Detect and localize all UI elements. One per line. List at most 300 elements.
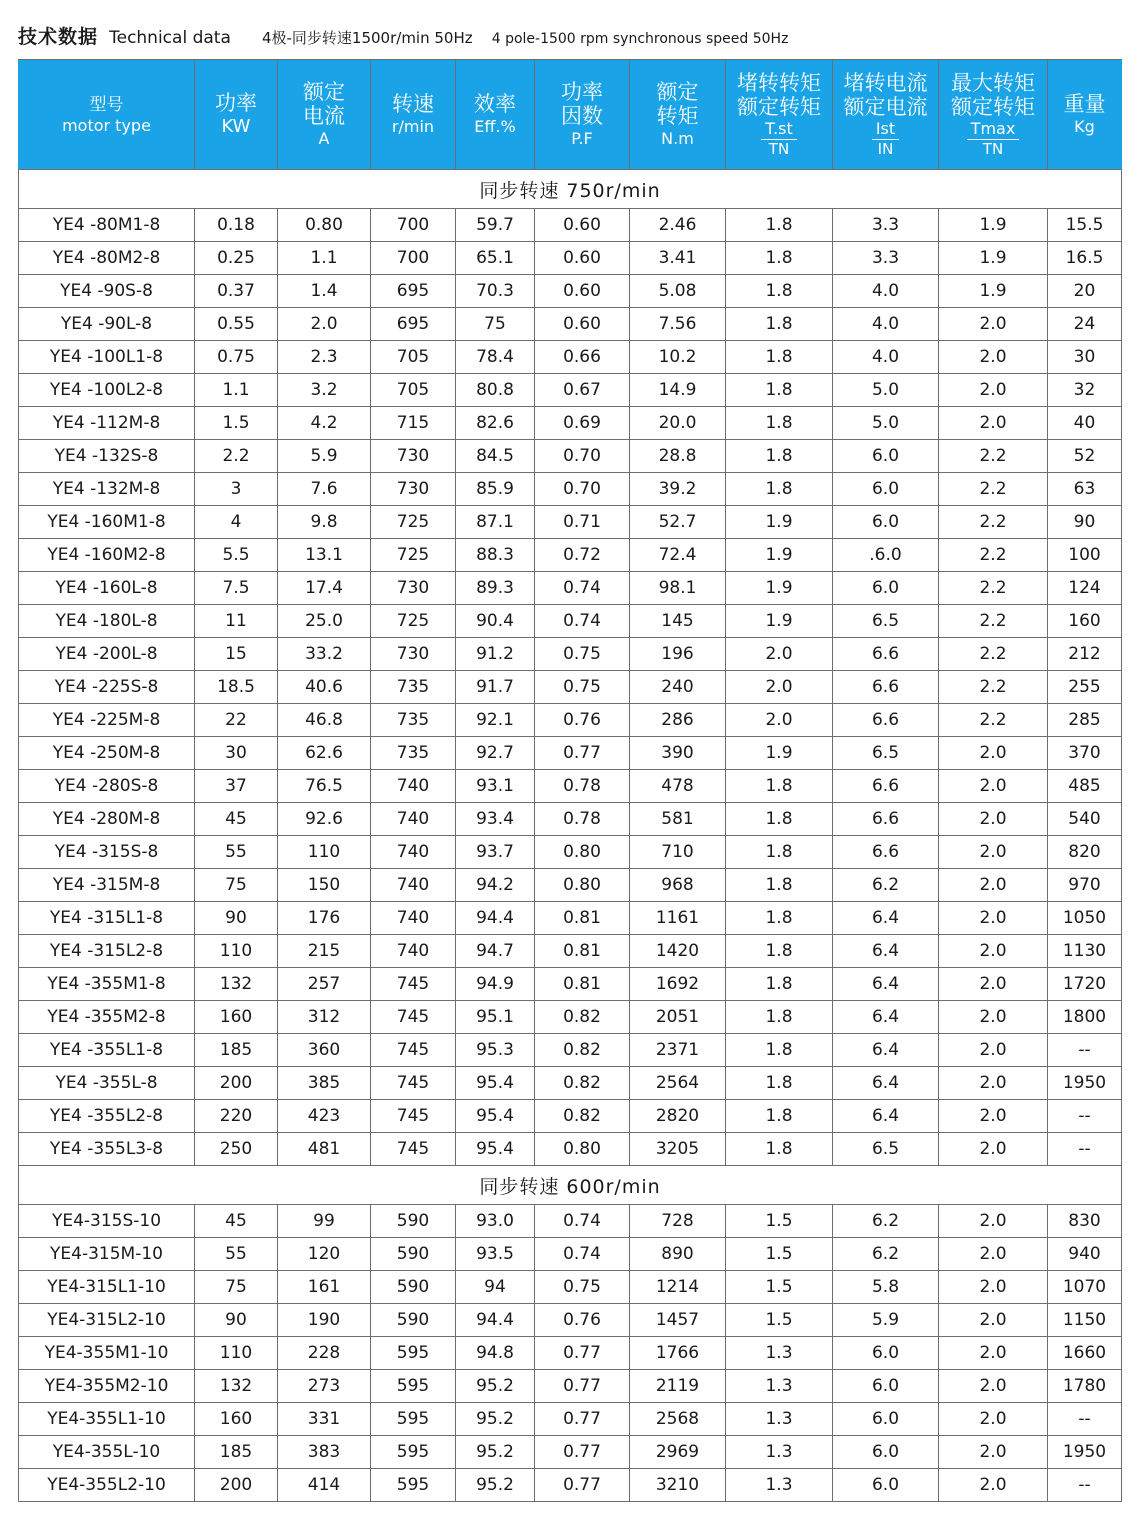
table-cell: 5.9: [278, 440, 371, 473]
table-cell: 55: [195, 836, 278, 869]
table-cell: 0.70: [535, 440, 630, 473]
model-cell: YE4 -315L1-8: [19, 902, 195, 935]
table-cell: 312: [278, 1001, 371, 1034]
table-cell: 78.4: [456, 341, 535, 374]
model-cell: YE4 -80M2-8: [19, 242, 195, 275]
header-pf-cn2: 因数: [561, 104, 603, 129]
table-cell: 6.6: [833, 803, 939, 836]
table-cell: 30: [195, 737, 278, 770]
table-cell: 2.0: [939, 836, 1048, 869]
model-cell: YE4 -160M2-8: [19, 539, 195, 572]
table-cell: 0.77: [535, 1469, 630, 1502]
header-tmax-cn2: 额定转矩: [951, 94, 1035, 119]
table-cell: 17.4: [278, 572, 371, 605]
table-cell: 2.0: [939, 374, 1048, 407]
table-cell: --: [1048, 1034, 1122, 1067]
table-cell: 715: [371, 407, 456, 440]
table-cell: 99: [278, 1205, 371, 1238]
table-cell: 15.5: [1048, 209, 1122, 242]
table-cell: 161: [278, 1271, 371, 1304]
model-cell: YE4 -160M1-8: [19, 506, 195, 539]
table-cell: 0.60: [535, 209, 630, 242]
table-cell: 6.0: [833, 1436, 939, 1469]
model-cell: YE4 -100L2-8: [19, 374, 195, 407]
table-cell: 1.9: [726, 737, 833, 770]
table-cell: 0.78: [535, 803, 630, 836]
table-cell: 2.0: [939, 902, 1048, 935]
table-cell: 4: [195, 506, 278, 539]
table-cell: 110: [195, 1337, 278, 1370]
table-cell: 2.0: [939, 1337, 1048, 1370]
table-cell: 370: [1048, 737, 1122, 770]
section-header-row: [19, 170, 1122, 209]
table-cell: 0.74: [535, 572, 630, 605]
table-cell: 2.3: [278, 341, 371, 374]
header-torque-en: N.m: [661, 129, 694, 149]
table-cell: 0.75: [535, 638, 630, 671]
table-cell: 1420: [630, 935, 726, 968]
table-cell: --: [1048, 1100, 1122, 1133]
model-cell: YE4 -180L-8: [19, 605, 195, 638]
table-cell: 0.18: [195, 209, 278, 242]
table-cell: 84.5: [456, 440, 535, 473]
table-row: [19, 605, 1122, 638]
table-cell: 2.2: [939, 539, 1048, 572]
table-cell: 2.2: [939, 605, 1048, 638]
header-pf-cn1: 功率: [561, 80, 603, 105]
table-cell: 124: [1048, 572, 1122, 605]
table-cell: 18.5: [195, 671, 278, 704]
table-cell: 1.8: [726, 1100, 833, 1133]
table-cell: 93.0: [456, 1205, 535, 1238]
table-cell: 725: [371, 539, 456, 572]
table-cell: 6.4: [833, 1001, 939, 1034]
table-cell: 1.1: [195, 374, 278, 407]
table-row: [19, 1238, 1122, 1271]
table-cell: 95.2: [456, 1436, 535, 1469]
table-cell: 6.2: [833, 869, 939, 902]
table-cell: 1.3: [726, 1469, 833, 1502]
table-cell: 2564: [630, 1067, 726, 1100]
table-cell: 1.9: [939, 242, 1048, 275]
table-cell: 6.4: [833, 968, 939, 1001]
header-current: [278, 60, 371, 170]
table-row: [19, 1001, 1122, 1034]
table-cell: 0.76: [535, 704, 630, 737]
table-cell: 7.56: [630, 308, 726, 341]
table-cell: 2.0: [278, 308, 371, 341]
table-cell: 0.81: [535, 935, 630, 968]
table-cell: 735: [371, 671, 456, 704]
table-cell: 196: [630, 638, 726, 671]
table-cell: 160: [195, 1001, 278, 1034]
table-cell: 15: [195, 638, 278, 671]
title-spec-en: 4 pole-1500 rpm synchronous speed 50Hz: [491, 31, 789, 47]
table-cell: 5.9: [833, 1304, 939, 1337]
table-cell: 730: [371, 473, 456, 506]
table-row: [19, 1403, 1122, 1436]
table-cell: 91.2: [456, 638, 535, 671]
model-cell: YE4-355L2-10: [19, 1469, 195, 1502]
table-cell: 70.3: [456, 275, 535, 308]
table-cell: 90: [195, 1304, 278, 1337]
model-cell: YE4-355M2-10: [19, 1370, 195, 1403]
table-cell: 0.74: [535, 1238, 630, 1271]
table-cell: 1214: [630, 1271, 726, 1304]
table-cell: 745: [371, 1034, 456, 1067]
table-cell: 740: [371, 836, 456, 869]
table-cell: 590: [371, 1271, 456, 1304]
model-cell: YE4 -280M-8: [19, 803, 195, 836]
table-cell: 2119: [630, 1370, 726, 1403]
table-cell: 257: [278, 968, 371, 1001]
model-cell: YE4 -355L2-8: [19, 1100, 195, 1133]
table-cell: 250: [195, 1133, 278, 1166]
table-cell: 2.2: [939, 572, 1048, 605]
model-cell: YE4 -225S-8: [19, 671, 195, 704]
header-weight-en: Kg: [1074, 117, 1095, 137]
table-cell: 2.0: [939, 1034, 1048, 1067]
model-cell: YE4-315L2-10: [19, 1304, 195, 1337]
header-model-en: motor type: [62, 116, 151, 136]
table-cell: 20: [1048, 275, 1122, 308]
table-cell: 1660: [1048, 1337, 1122, 1370]
table-cell: 39.2: [630, 473, 726, 506]
table-cell: 2.0: [939, 968, 1048, 1001]
table-cell: 590: [371, 1304, 456, 1337]
table-cell: 2.0: [939, 341, 1048, 374]
header-current-cn2: 电流: [303, 104, 345, 129]
table-cell: 1.8: [726, 1133, 833, 1166]
model-cell: YE4 -225M-8: [19, 704, 195, 737]
table-cell: 95.4: [456, 1100, 535, 1133]
table-cell: 0.75: [535, 671, 630, 704]
table-cell: 1.8: [726, 407, 833, 440]
table-cell: 940: [1048, 1238, 1122, 1271]
table-cell: 595: [371, 1370, 456, 1403]
header-tst: [726, 60, 833, 170]
header-tst-den: TN: [768, 140, 790, 159]
table-row: [19, 1067, 1122, 1100]
table-cell: 360: [278, 1034, 371, 1067]
table-cell: 95.1: [456, 1001, 535, 1034]
table-cell: 2.0: [939, 869, 1048, 902]
table-cell: 2371: [630, 1034, 726, 1067]
table-cell: 6.0: [833, 506, 939, 539]
table-cell: 6.0: [833, 1337, 939, 1370]
table-cell: 6.5: [833, 605, 939, 638]
table-cell: 1.8: [726, 209, 833, 242]
table-row: [19, 1469, 1122, 1502]
table-cell: 2.0: [939, 1304, 1048, 1337]
table-cell: 1.4: [278, 275, 371, 308]
table-cell: 75: [456, 308, 535, 341]
table-cell: 160: [1048, 605, 1122, 638]
table-cell: 62.6: [278, 737, 371, 770]
table-cell: 695: [371, 275, 456, 308]
model-cell: YE4 -315M-8: [19, 869, 195, 902]
table-cell: 595: [371, 1337, 456, 1370]
table-cell: 94.8: [456, 1337, 535, 1370]
table-row: [19, 407, 1122, 440]
table-cell: 745: [371, 968, 456, 1001]
table-cell: 0.70: [535, 473, 630, 506]
table-cell: 595: [371, 1469, 456, 1502]
table-cell: 212: [1048, 638, 1122, 671]
header-tst-cn2: 额定转矩: [737, 94, 821, 119]
table-cell: 735: [371, 737, 456, 770]
table-cell: 87.1: [456, 506, 535, 539]
table-cell: 228: [278, 1337, 371, 1370]
table-cell: 1.8: [726, 1001, 833, 1034]
table-cell: 1766: [630, 1337, 726, 1370]
table-cell: 0.81: [535, 902, 630, 935]
table-cell: 0.81: [535, 968, 630, 1001]
table-row: [19, 1304, 1122, 1337]
table-cell: 215: [278, 935, 371, 968]
table-cell: 1.9: [939, 209, 1048, 242]
title-cn: 技术数据: [18, 26, 99, 48]
table-cell: 95.4: [456, 1133, 535, 1166]
table-cell: 1130: [1048, 935, 1122, 968]
header-tst-num: T.st: [761, 120, 797, 140]
table-cell: 273: [278, 1370, 371, 1403]
table-cell: 1.3: [726, 1403, 833, 1436]
table-cell: 2.2: [195, 440, 278, 473]
table-cell: 485: [1048, 770, 1122, 803]
table-cell: 2.2: [939, 473, 1048, 506]
table-cell: 45: [195, 803, 278, 836]
table-cell: 10.2: [630, 341, 726, 374]
table-cell: 0.74: [535, 605, 630, 638]
table-row: [19, 1205, 1122, 1238]
table-cell: 2.0: [939, 308, 1048, 341]
header-power-cn: 功率: [215, 91, 257, 116]
header-current-en: A: [318, 129, 330, 149]
table-cell: 94.9: [456, 968, 535, 1001]
table-cell: 700: [371, 209, 456, 242]
header-pf: [535, 60, 630, 170]
table-cell: 1.8: [726, 1034, 833, 1067]
header-eff-cn: 效率: [474, 92, 516, 117]
header-model-cn: 型号: [89, 94, 124, 115]
table-cell: 30: [1048, 341, 1122, 374]
table-cell: 705: [371, 374, 456, 407]
table-cell: 414: [278, 1469, 371, 1502]
header-tmax-den: TN: [982, 140, 1004, 159]
header-power-en: KW: [221, 116, 251, 138]
table-cell: 0.80: [535, 836, 630, 869]
table-cell: 14.9: [630, 374, 726, 407]
table-cell: 13.1: [278, 539, 371, 572]
table-row: [19, 1337, 1122, 1370]
table-cell: 16.5: [1048, 242, 1122, 275]
table-cell: 4.2: [278, 407, 371, 440]
table-cell: 0.60: [535, 308, 630, 341]
table-cell: 0.82: [535, 1100, 630, 1133]
table-cell: 2.0: [939, 935, 1048, 968]
table-cell: 2.0: [726, 704, 833, 737]
table-cell: 75: [195, 869, 278, 902]
table-header-row: [19, 60, 1122, 170]
table-cell: 6.6: [833, 671, 939, 704]
model-cell: YE4-315L1-10: [19, 1271, 195, 1304]
table-row: [19, 308, 1122, 341]
table-cell: 0.25: [195, 242, 278, 275]
table-cell: 1.8: [726, 473, 833, 506]
table-cell: 92.6: [278, 803, 371, 836]
header-model: [19, 60, 195, 170]
model-cell: YE4 -315S-8: [19, 836, 195, 869]
table-row: [19, 209, 1122, 242]
table-cell: 25.0: [278, 605, 371, 638]
model-cell: YE4-315M-10: [19, 1238, 195, 1271]
table-cell: 65.1: [456, 242, 535, 275]
table-cell: 94.4: [456, 902, 535, 935]
table-cell: 6.2: [833, 1238, 939, 1271]
table-cell: 740: [371, 770, 456, 803]
table-row: [19, 836, 1122, 869]
table-cell: 6.5: [833, 737, 939, 770]
table-cell: 0.82: [535, 1067, 630, 1100]
table-cell: 1457: [630, 1304, 726, 1337]
table-cell: 76.5: [278, 770, 371, 803]
table-cell: 6.6: [833, 704, 939, 737]
table-cell: 1.3: [726, 1337, 833, 1370]
table-row: [19, 275, 1122, 308]
table-cell: 98.1: [630, 572, 726, 605]
table-cell: 132: [195, 1370, 278, 1403]
table-cell: --: [1048, 1403, 1122, 1436]
table-cell: 0.77: [535, 1436, 630, 1469]
table-cell: 0.80: [278, 209, 371, 242]
table-cell: 145: [630, 605, 726, 638]
table-cell: 1950: [1048, 1067, 1122, 1100]
table-cell: 540: [1048, 803, 1122, 836]
header-power: [195, 60, 278, 170]
table-cell: 1.8: [726, 902, 833, 935]
table-cell: 6.0: [833, 1403, 939, 1436]
table-cell: 1.5: [726, 1271, 833, 1304]
table-cell: 52: [1048, 440, 1122, 473]
header-torque-cn2: 转矩: [656, 104, 699, 129]
table-cell: 745: [371, 1133, 456, 1166]
table-cell: 1.9: [726, 572, 833, 605]
table-row: [19, 440, 1122, 473]
header-tmax-cn1: 最大转矩: [951, 70, 1035, 95]
table-cell: 1150: [1048, 1304, 1122, 1337]
table-row: [19, 1034, 1122, 1067]
table-cell: 5.0: [833, 407, 939, 440]
table-cell: 22: [195, 704, 278, 737]
model-cell: YE4 -315L2-8: [19, 935, 195, 968]
section-header-row: [19, 1166, 1122, 1205]
table-cell: 745: [371, 1001, 456, 1034]
table-cell: 740: [371, 935, 456, 968]
table-cell: 95.2: [456, 1469, 535, 1502]
table-cell: 240: [630, 671, 726, 704]
table-cell: 2.0: [939, 770, 1048, 803]
model-cell: YE4 -90S-8: [19, 275, 195, 308]
table-cell: 1.8: [726, 275, 833, 308]
table-cell: 595: [371, 1436, 456, 1469]
table-cell: 32: [1048, 374, 1122, 407]
model-cell: YE4 -112M-8: [19, 407, 195, 440]
table-cell: 6.6: [833, 638, 939, 671]
table-cell: 2.0: [939, 1205, 1048, 1238]
table-cell: 390: [630, 737, 726, 770]
table-cell: 890: [630, 1238, 726, 1271]
table-cell: 383: [278, 1436, 371, 1469]
table-cell: 0.82: [535, 1001, 630, 1034]
table-cell: 46.8: [278, 704, 371, 737]
table-cell: 95.4: [456, 1067, 535, 1100]
table-row: [19, 1370, 1122, 1403]
table-cell: 94.2: [456, 869, 535, 902]
table-cell: 2.2: [939, 704, 1048, 737]
table-cell: 1.5: [195, 407, 278, 440]
table-cell: 1.5: [726, 1304, 833, 1337]
table-row: [19, 638, 1122, 671]
model-cell: YE4 -355M1-8: [19, 968, 195, 1001]
table-row: [19, 374, 1122, 407]
table-row: [19, 473, 1122, 506]
table-cell: 93.1: [456, 770, 535, 803]
table-cell: 9.8: [278, 506, 371, 539]
table-cell: 5.0: [833, 374, 939, 407]
table-cell: 95.3: [456, 1034, 535, 1067]
table-row: [19, 539, 1122, 572]
table-cell: 1.8: [726, 869, 833, 902]
table-cell: 37: [195, 770, 278, 803]
table-cell: 94: [456, 1271, 535, 1304]
table-row: [19, 869, 1122, 902]
table-cell: 695: [371, 308, 456, 341]
model-cell: YE4 -250M-8: [19, 737, 195, 770]
table-row: [19, 902, 1122, 935]
table-cell: 725: [371, 506, 456, 539]
table-cell: 740: [371, 902, 456, 935]
model-cell: YE4-315S-10: [19, 1205, 195, 1238]
table-cell: 7.6: [278, 473, 371, 506]
table-cell: 255: [1048, 671, 1122, 704]
table-cell: 2.0: [939, 1067, 1048, 1100]
table-cell: 0.77: [535, 1337, 630, 1370]
table-cell: 11: [195, 605, 278, 638]
table-row: [19, 1133, 1122, 1166]
header-speed-cn: 转速: [392, 92, 434, 117]
table-cell: 59.7: [456, 209, 535, 242]
table-row: [19, 572, 1122, 605]
table-cell: 85.9: [456, 473, 535, 506]
title-en: Technical data: [109, 28, 231, 48]
table-cell: 4.0: [833, 275, 939, 308]
table-cell: 6.4: [833, 1034, 939, 1067]
table-cell: 4.0: [833, 308, 939, 341]
header-pf-en: P.F: [571, 129, 593, 149]
header-current-cn1: 额定: [303, 80, 345, 105]
table-cell: 45: [195, 1205, 278, 1238]
table-cell: 52.7: [630, 506, 726, 539]
table-cell: 595: [371, 1403, 456, 1436]
table-cell: 0.55: [195, 308, 278, 341]
table-cell: 40: [1048, 407, 1122, 440]
model-cell: YE4 -280S-8: [19, 770, 195, 803]
table-cell: 3.2: [278, 374, 371, 407]
table-cell: 1.8: [726, 1067, 833, 1100]
table-cell: 1.8: [726, 935, 833, 968]
table-cell: 0.77: [535, 737, 630, 770]
